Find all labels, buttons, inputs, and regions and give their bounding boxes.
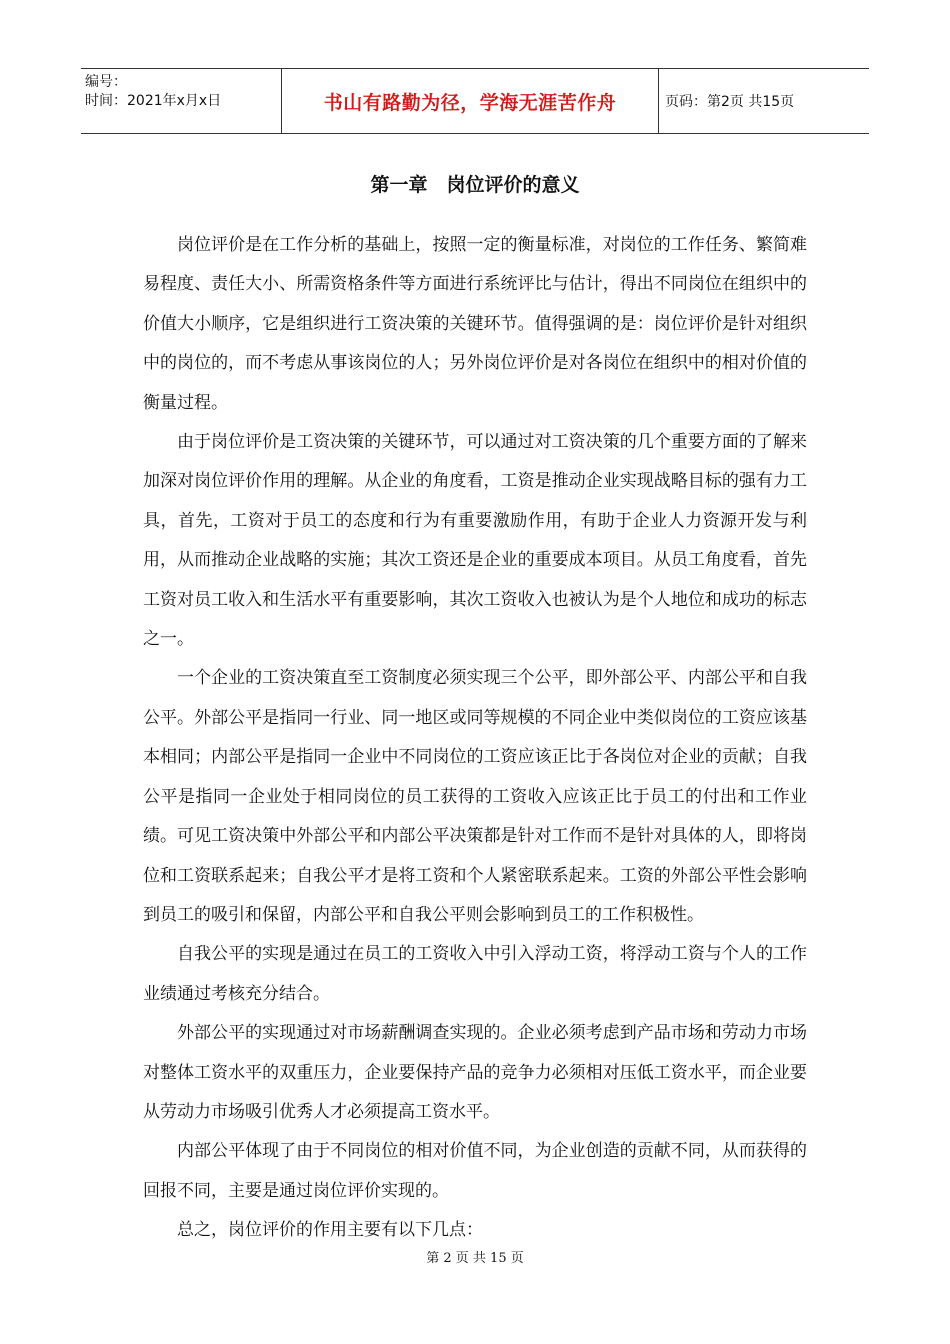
page-footer: 第 2 页 共 15 页 (426, 1251, 524, 1266)
page-header (81, 68, 869, 134)
paragraph: 岗位评价是在工作分析的基础上，按照一定的衡量标准，对岗位的工作任务、繁简难易程度、责任大小、所需资格条件等方面进行系统评比与估计，得出不同岗位在组织中的价值大小顺序，它是组织进行工资决策的关键环节。值得强调的是：岗位评价是针对组织中的岗位的，而不考虑从事该岗位的人；另外岗位评价是对各岗位在组织中的相对价值的衡量过程。 (143, 235, 807, 413)
document-time-label: 时间：2021年x月x日 (85, 93, 222, 109)
paragraph: 由于岗位评价是工资决策的关键环节，可以通过对工资决策的几个重要方面的了解来加深对岗位评价作用的理解。从企业的角度看，工资是推动企业实现战略目标的强有力工具，首先，工资对于员工的态度和行为有重要激励作用，有助于企业人力资源开发与利用，从而推动企业战略的实施；其次工资还是企业的重要成本项目。从员工角度看，首先工资对员工收入和生活水平有重要影响，其次工资收入也被认为是个人地位和成功的标志之一。 (143, 432, 807, 650)
document-body (143, 226, 807, 1251)
header-motto: 书山有路勤为径，学海无涯苦作舟 (323, 91, 617, 114)
paragraph: 外部公平的实现通过对市场薪酬调查实现的。企业必须考虑到产品市场和劳动力市场对整体工资水平的双重压力，企业要保持产品的竞争力必须相对压低工资水平，而企业要从劳动力市场吸引优秀人才必须提高工资水平。 (143, 1023, 807, 1122)
document-number-label: 编号： (85, 74, 127, 90)
header-page-code: 页码：第2页 共15页 (665, 94, 795, 110)
chapter-title: 第一章 岗位评价的意义 (370, 174, 580, 196)
header-info-cell (81, 69, 281, 133)
paragraph: 自我公平的实现是通过在员工的工资收入中引入浮动工资，将浮动工资与个人的工作业绩通过考核充分结合。 (143, 944, 807, 1004)
header-motto-cell (281, 69, 659, 133)
paragraph: 一个企业的工资决策直至工资制度必须实现三个公平，即外部公平、内部公平和自我公平。外部公平是指同一行业、同一地区或同等规模的不同企业中类似岗位的工资应该基本相同；内部公平是指同一企业中不同岗位的工资应该正比于各岗位对企业的贡献；自我公平是指同一企业处于相同岗位的员工获得的工资收入应该正比于员工的付出和工作业绩。可见工资决策中外部公平和内部公平决策都是针对工作而不是针对具体的人，即将岗位和工资联系起来；自我公平才是将工资和个人紧密联系起来。工资的外部公平性会影响到员工的吸引和保留，内部公平和自我公平则会影响到员工的工作积极性。 (143, 668, 807, 925)
paragraph: 总之，岗位评价的作用主要有以下几点： (177, 1220, 483, 1241)
paragraph: 内部公平体现了由于不同岗位的相对价值不同，为企业创造的贡献不同，从而获得的回报不同，主要是通过岗位评价实现的。 (143, 1141, 807, 1201)
header-page-cell (659, 69, 869, 133)
